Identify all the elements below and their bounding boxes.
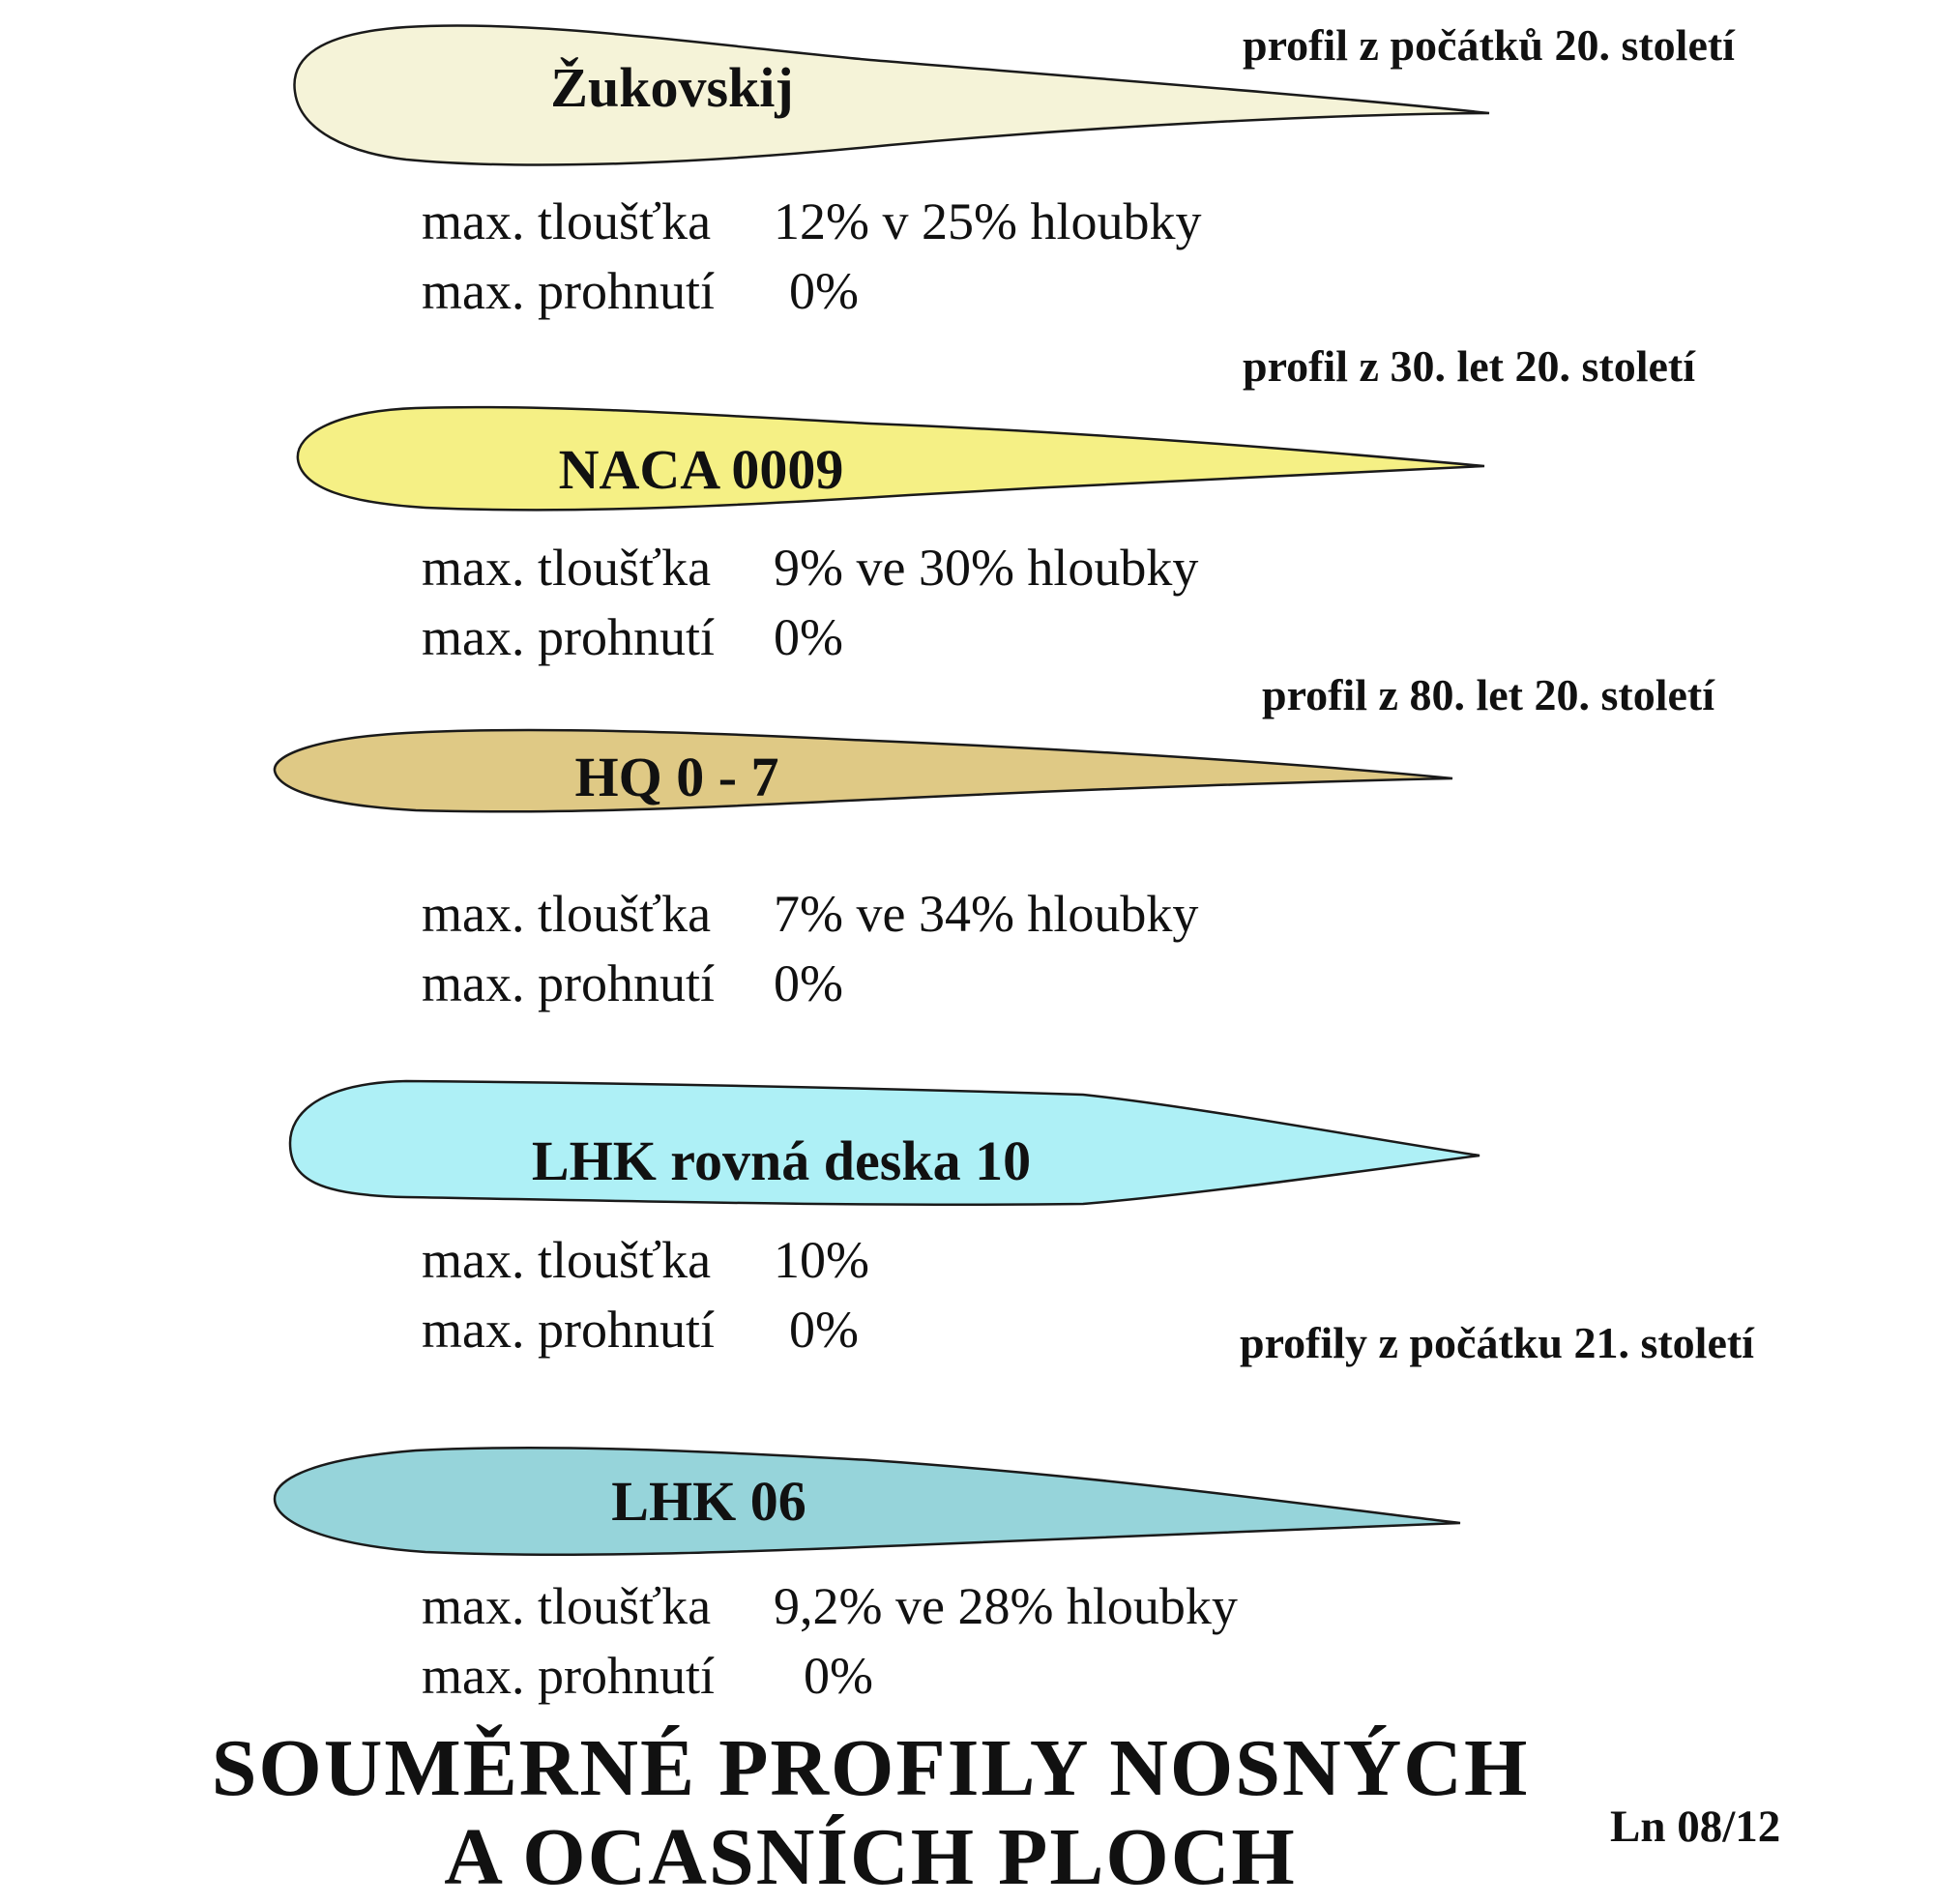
profile-name: LHK 06 [611, 1470, 806, 1533]
camber-label: max. prohnutí [422, 1647, 715, 1705]
thickness-spec [422, 1231, 869, 1289]
camber-spec [422, 1647, 873, 1705]
source-stamp: Ln 08/12 [1610, 1801, 1781, 1852]
airfoil-naca-0009 [298, 407, 1484, 510]
camber-spec [422, 608, 843, 666]
camber-spec [422, 1301, 859, 1359]
figure-title-line1: SOUMĚRNÉ PROFILY NOSNÝCH [211, 1723, 1530, 1813]
thickness-spec [422, 1577, 1238, 1635]
airfoil-lhk-rovna-deska-10 [290, 1081, 1480, 1205]
profile-name: LHK rovná deska 10 [531, 1129, 1032, 1192]
profile-name: NACA 0009 [558, 438, 844, 501]
figure-title-line2: A OCASNÍCH PLOCH [444, 1812, 1297, 1902]
thickness-label: max. tloušťka [422, 885, 712, 943]
camber-value: 0% [774, 608, 843, 666]
thickness-value: 7% ve 34% hloubky [774, 885, 1199, 943]
camber-label: max. prohnutí [422, 262, 715, 320]
thickness-value: 10% [774, 1231, 869, 1289]
thickness-label: max. tloušťka [422, 192, 712, 250]
thickness-label: max. tloušťka [422, 1231, 712, 1289]
thickness-label: max. tloušťka [422, 1577, 712, 1635]
thickness-value: 9,2% ve 28% hloubky [774, 1577, 1238, 1635]
thickness-value: 9% ve 30% hloubky [774, 539, 1199, 597]
camber-label: max. prohnutí [422, 608, 715, 666]
camber-spec [422, 954, 843, 1012]
camber-value: 0% [774, 954, 843, 1012]
camber-label: max. prohnutí [422, 1301, 715, 1359]
camber-value: 0% [789, 262, 859, 320]
airfoil-hq-0-7 [275, 730, 1452, 811]
era-label: profil z 80. let 20. století [1262, 670, 1714, 719]
era-label: profily z počátku 21. století [1240, 1318, 1754, 1367]
era-label: profil z počátků 20. století [1243, 20, 1735, 70]
profile-name: HQ 0 - 7 [574, 746, 779, 808]
thickness-label: max. tloušťka [422, 539, 712, 597]
camber-value: 0% [804, 1647, 873, 1705]
thickness-spec [422, 539, 1199, 597]
camber-label: max. prohnutí [422, 954, 715, 1012]
camber-value: 0% [789, 1301, 859, 1359]
camber-spec [422, 262, 859, 320]
airfoil-lhk-06 [275, 1448, 1460, 1555]
era-label: profil z 30. let 20. století [1243, 341, 1695, 391]
profile-name: Žukovskij [550, 56, 794, 119]
thickness-spec [422, 885, 1199, 943]
thickness-spec [422, 192, 1202, 250]
thickness-value: 12% v 25% hloubky [774, 192, 1202, 250]
